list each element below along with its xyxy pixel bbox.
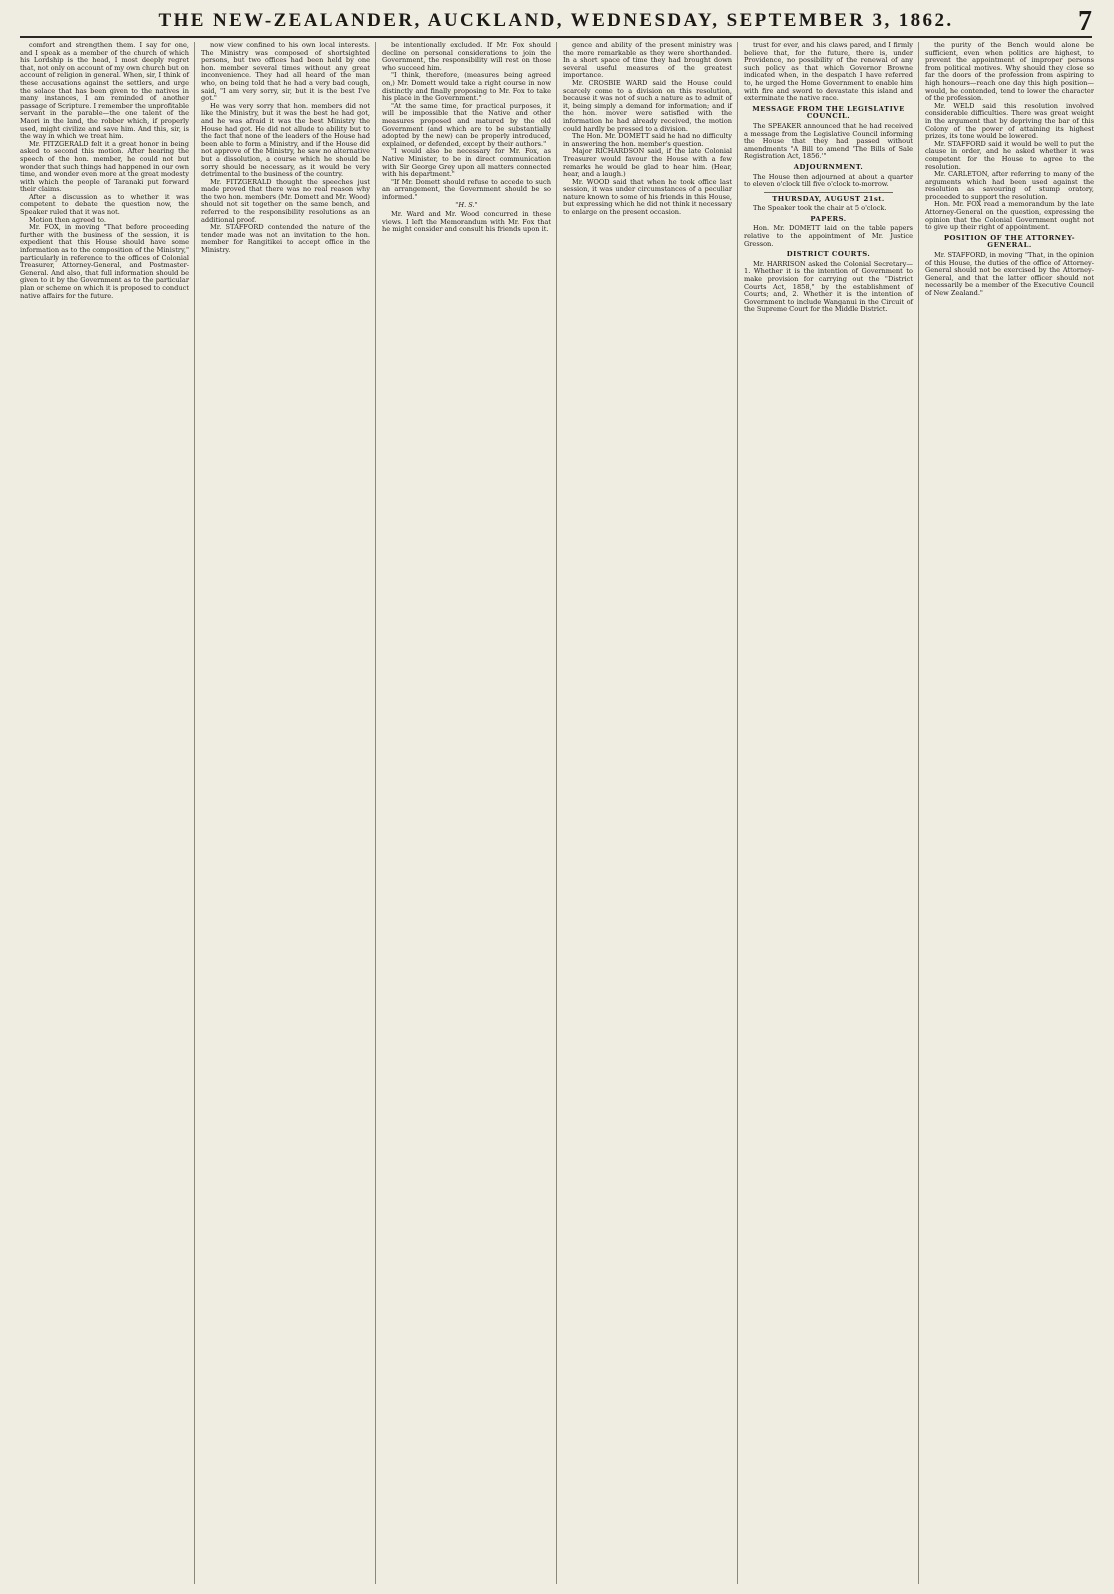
paragraph: Major RICHARDSON said, if the late Colonial Treasurer would favour the House with a few remarks he would be glad to hear him. (Hear, hear, and a laugh.) bbox=[563, 147, 732, 179]
paragraph: Motion then agreed to. bbox=[29, 215, 106, 224]
paragraph: Mr. CARLETON, after referring to many of the arguments which had been used against the resolution as savouring of stump oratory, proceeded to support the resolution. bbox=[925, 170, 1094, 201]
paragraph: Mr. STAFFORD said it would be well to put the clause in order, and he asked whether it was competent for the House to agree to the resolution. bbox=[925, 139, 1094, 171]
text-column-4 bbox=[563, 42, 738, 1584]
text-column-5 bbox=[744, 42, 919, 1584]
paragraph: The Speaker took the chair at 5 o'clock. bbox=[753, 204, 887, 213]
columns-container bbox=[20, 42, 1094, 1584]
paragraph: The Hon. Mr. DOMETT said he had no difficulty in answering the hon. member's question. bbox=[563, 132, 732, 148]
paragraph: Hon. Mr. DOMETT laid on the table papers relative to the appointment of Mr. Justice Gresson. bbox=[744, 224, 913, 248]
paragraph: Hon. Mr. FOX read a memorandum by the late Attorney-General on the question, expressing the opinion that the Colonial Government ought not to give up their right of appointment. bbox=[925, 200, 1094, 232]
paragraph: Mr. WOOD said that when he took office last session, it was under circumstances of a peculiar nature known to some of his friends in this House, but expressing which he did not think it necessary to enlarge on the present occasion. bbox=[563, 177, 732, 217]
section-heading: MESSAGE FROM THE LEGISLATIVE COUNCIL. bbox=[752, 104, 905, 121]
paragraph: "I would also be necessary for Mr. Fox, as Native Minister, to be in direct communication with Sir George Grey upon all matters connected with his department." bbox=[382, 147, 551, 179]
paragraph: Mr. FITZGERALD felt it a great honor in being asked to second this motion. After hearing the speech of the hon. member, he could not but wonder that such things had happened in our own time, and wonder even more at the great modesty with which the people of Taranaki put forward their claims. bbox=[20, 139, 189, 194]
section-heading: THURSDAY, AUGUST 21st. bbox=[772, 194, 885, 203]
paragraph: Mr. HARRISON asked the Colonial Secretary—1. Whether it is the intention of Government to make provision for carrying out the "District Courts Act, 1858," by the establishment of Courts; and, 2. Whether it is the intention of Government to include Wanganui in the Circuit of the Supreme Court for the Middle District. bbox=[744, 259, 913, 314]
paragraph: Mr. STAFFORD, in moving "That, in the opinion of this House, the duties of the office of Attorney-General should not be exercised by the Attorney-General, and that the latter officer should not necessarily be a member of the Executive Council of New Zealand." bbox=[925, 251, 1094, 297]
paragraph: gence and ability of the present ministry was the more remarkable as they were shorthanded. In a short space of time they had brought down several useful measures of the greatest importance. bbox=[563, 42, 732, 80]
text-column-3 bbox=[382, 42, 557, 1584]
paragraph: Mr. FOX, in moving "That before proceeding further with the business of the session, it is expedient that this House should have some information as to the composition of the Ministry," particularly in reference to the offices of Colonial Treasurer, Attorney-General, and Postmaster-General. And also, that full information should be given to it by the Government as to the particular plan or scheme on which it is proposed to conduct native affairs for the future. bbox=[20, 223, 189, 300]
paragraph: He was very sorry that hon. members did not like the Ministry, but it was the best he had got, and he was afraid it was the best Ministry the House had got. He did not allude to ability but to the fact that none of the leaders of the House had been able to form a Ministry, and if the House did not approve of the Ministry, he saw no alternative but a dissolution, a course which he should be sorry should be necessary, as it would be very detrimental to the business of the country. bbox=[201, 101, 370, 179]
signature-line: "H. S." bbox=[455, 201, 478, 210]
paragraph: now view confined to his own local interests. The Ministry was composed of shortsighted persons, but two offices had been held by one hon. member several times without any great inconvenience. They had all heard of the man who, on being told that he had a very bad cough, said, "I am very sorry, sir, but it is the best I've got." bbox=[201, 42, 370, 103]
newspaper-title: THE NEW-ZEALANDER, AUCKLAND, WEDNESDAY, SEPTEMBER 3, 1862. bbox=[158, 10, 954, 31]
paragraph: After a discussion as to whether it was competent to debate the question now, the Speaker ruled that it was not. bbox=[20, 192, 189, 217]
section-heading: PAPERS. bbox=[810, 214, 847, 223]
paragraph: trust for ever, and his claws pared, and I firmly believe that, for the future, there is, under Providence, no possibility of the renewal of any such policy as that which Governor Browne indicated when, in the despatch I have referred to, he urged the Home Government to enable him with fire and sword to devastate this island and exterminate the native race. bbox=[744, 42, 913, 103]
page-number: 7 bbox=[1078, 6, 1092, 37]
paragraph: Mr. Ward and Mr. Wood concurred in these views. I left the Memorandum with Mr. Fox that he might consider and consult his friends upon it. bbox=[382, 210, 551, 234]
paragraph: The SPEAKER announced that he had received a message from the Legislative Council informing the House that they had passed without amendments "A Bill to amend 'The Bills of Sale Registration Act, 1856.'" bbox=[744, 121, 913, 161]
paragraph: "I think, therefore, (measures being agreed on,) Mr. Domett would take a right course in now distinctly and finally proposing to Mr. Fox to take his place in the Government." bbox=[382, 71, 551, 103]
paragraph: "At the same time, for practical purposes, it will be impossible that the Native and other measures proposed and matured by the old Government (and which are to be substantially adopted by the new) can be properly introduced, explained, or defended, except by their authors." bbox=[382, 101, 551, 148]
paragraph: comfort and strengthen them. I say for one, and I speak as a member of the church of which his Lordship is the head, I most deeply regret that, not only on account of my own church but on account of religion in general. When, sir, I think of these accusations against the settlers, and urge the solace that has been given to the natives in many instances, I am reminded of another passage of Scripture. I remember the unprofitable servant in the parable—the one talent of the Maori in the land, the robber which, if properly used, might civilize and save him. And this, sir, is the way in which we treat him. bbox=[20, 42, 189, 141]
paragraph: Mr. WELD said this resolution involved considerable difficulties. There was great weight in the argument that by depriving the bar of this Colony of the power of attaining its highest prizes, its tone would be lowered. bbox=[925, 101, 1094, 141]
paragraph: the purity of the Bench would alone be sufficient, even when politics are highest, to prevent the appointment of improper persons from political motives. Why should they close so far the doors of the profession from aspiring to high honours—reach one day this high position—would, he contended, tend to lower the character of the profession. bbox=[925, 42, 1094, 103]
text-column-6 bbox=[925, 42, 1094, 1584]
paragraph: Mr. CROSBIE WARD said the House could scarcely come to a division on this resolution, because it was not of such a nature as to admit of it, being simply a demand for information; and if the hon. mover were satisfied with the information he had already received, the motion could hardly be pressed to a division. bbox=[563, 78, 732, 133]
section-heading: POSITION OF THE ATTORNEY-GENERAL. bbox=[943, 233, 1076, 250]
paragraph: The House then adjourned at about a quarter to eleven o'clock till five o'clock to-morrow. bbox=[744, 172, 913, 189]
paragraph: Mr. STAFFORD contended the nature of the tender made was not an invitation to the hon. member for Rangitikei to accept office in the Ministry. bbox=[201, 223, 370, 255]
section-divider bbox=[764, 192, 893, 193]
text-column-1 bbox=[20, 42, 195, 1584]
paragraph: Mr. FITZGERALD thought the speeches just made proved that there was no real reason why the two hon. members (Mr. Domett and Mr. Wood) should not sit together on the same bench, and referred to the responsibility resolutions as an additional proof. bbox=[201, 177, 370, 224]
masthead bbox=[20, 6, 1092, 38]
paragraph: "If Mr. Domett should refuse to accede to such an arrangement, the Government should be so informed." bbox=[382, 177, 551, 201]
section-heading: DISTRICT COURTS. bbox=[786, 250, 871, 259]
section-heading: ADJOURNMENT. bbox=[793, 162, 864, 171]
paragraph: be intentionally excluded. If Mr. Fox should decline on personal considerations to join the Government, the responsibility will rest on those who succeed him. bbox=[382, 42, 551, 72]
text-column-2 bbox=[201, 42, 376, 1584]
